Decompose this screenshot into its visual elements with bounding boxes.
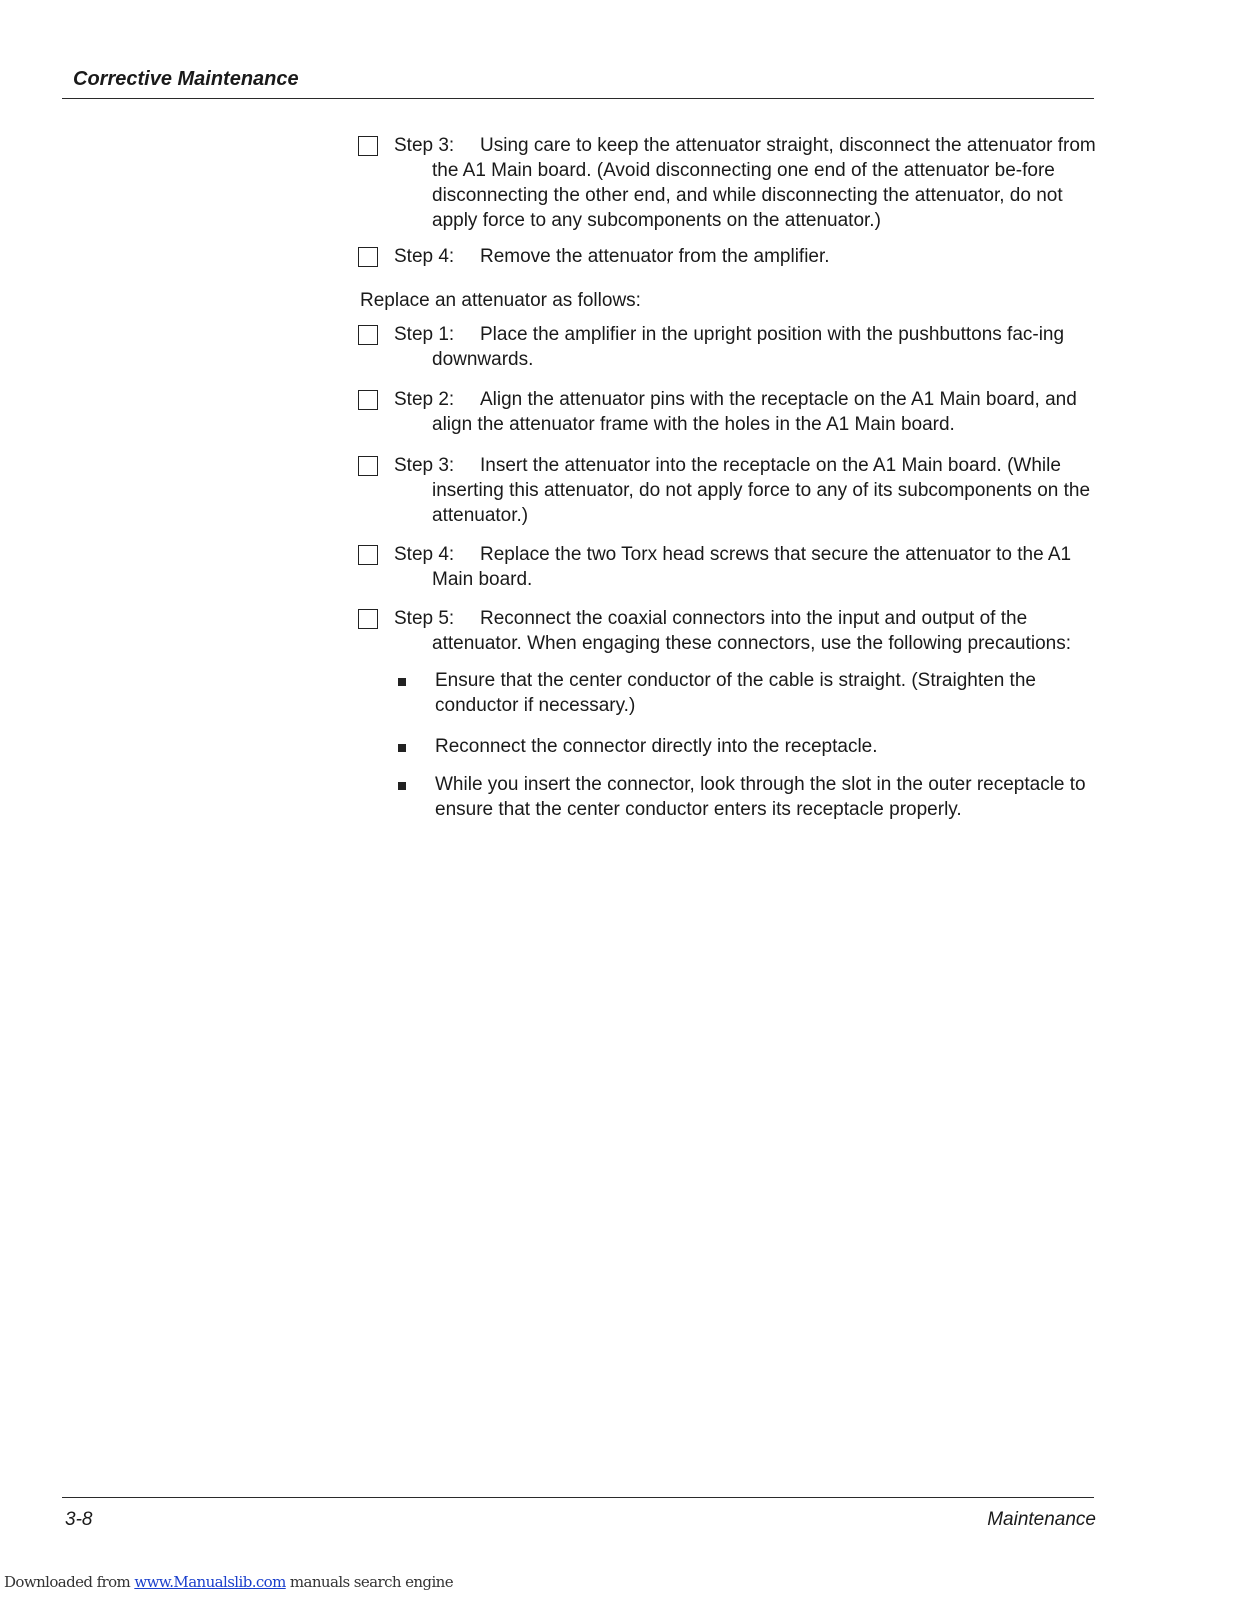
bullet-text: Ensure that the center conductor of the cable is straight. (Straighten the conductor if necessary.) <box>435 670 1036 716</box>
bullet-text: Reconnect the connector directly into the receptacle. <box>435 736 878 757</box>
step-number: Step 3: <box>394 455 455 476</box>
page-number: 3-8 <box>65 1509 93 1530</box>
bullet-square-icon <box>398 678 406 686</box>
step-number: Step 1: <box>394 324 455 345</box>
footer-rule <box>62 1497 1094 1498</box>
step-checkbox[interactable] <box>358 136 378 156</box>
step-replace-4 <box>358 542 1098 592</box>
footer-section: Maintenance <box>987 1509 1096 1530</box>
header-rule <box>62 98 1094 99</box>
step-replace-1 <box>358 322 1098 372</box>
step-text: Replace the two Torx head screws that secure the attenuator to the A1 Main board. <box>432 544 1072 590</box>
step-number: Step 2: <box>394 389 455 410</box>
step-number: Step 3: <box>394 135 455 156</box>
step-text: Place the amplifier in the upright position with the pushbuttons fac-ing downwards. <box>432 324 1065 370</box>
page-header-title: Corrective Maintenance <box>73 68 299 90</box>
download-suffix: manuals search engine <box>285 1573 453 1591</box>
bullet-text: While you insert the connector, look through the slot in the outer receptacle to ensure that the center conductor enters its receptacle properly. <box>435 774 1086 820</box>
step-number: Step 4: <box>394 544 455 565</box>
step-checkbox[interactable] <box>358 609 378 629</box>
step-text: Reconnect the coaxial connectors into the input and output of the attenuator. When engaging these connectors, use the following precautions: <box>432 608 1072 654</box>
step-checkbox[interactable] <box>358 390 378 410</box>
bullet-square-icon <box>398 782 406 790</box>
bullet-square-icon <box>398 744 406 752</box>
step-replace-3 <box>358 453 1098 528</box>
step-checkbox[interactable] <box>358 545 378 565</box>
step-text: Using care to keep the attenuator straight, disconnect the attenuator from the A1 Main board. (Avoid disconnecting one end of the attenuator be-fore disconnecting the other end, and while disconnecting the attenuator, do not apply force to any subcomponents on the attenuator.) <box>432 135 1096 231</box>
manualslib-link[interactable]: www.Manualslib.com <box>134 1573 286 1591</box>
step-checkbox[interactable] <box>358 247 378 267</box>
download-notice <box>4 1573 453 1591</box>
step-number: Step 4: <box>394 246 455 267</box>
download-prefix: Downloaded from <box>4 1573 135 1591</box>
step-text: Insert the attenuator into the receptacle on the A1 Main board. (While inserting this attenuator, do not apply force to any of its subcomponents on the attenuator.) <box>432 455 1091 526</box>
step-remove-3 <box>358 133 1098 233</box>
precaution-bullet <box>398 772 1088 822</box>
step-replace-2 <box>358 387 1098 437</box>
step-checkbox[interactable] <box>358 325 378 345</box>
step-number: Step 5: <box>394 608 455 629</box>
replace-intro: Replace an attenuator as follows: <box>360 290 641 311</box>
precaution-bullet <box>398 734 1088 759</box>
step-text: Remove the attenuator from the amplifier. <box>480 246 830 267</box>
step-checkbox[interactable] <box>358 456 378 476</box>
precaution-bullet <box>398 668 1088 718</box>
step-remove-4 <box>358 244 1098 269</box>
step-text: Align the attenuator pins with the receptacle on the A1 Main board, and align the attenuator frame with the holes in the A1 Main board. <box>432 389 1077 435</box>
step-replace-5 <box>358 606 1098 656</box>
